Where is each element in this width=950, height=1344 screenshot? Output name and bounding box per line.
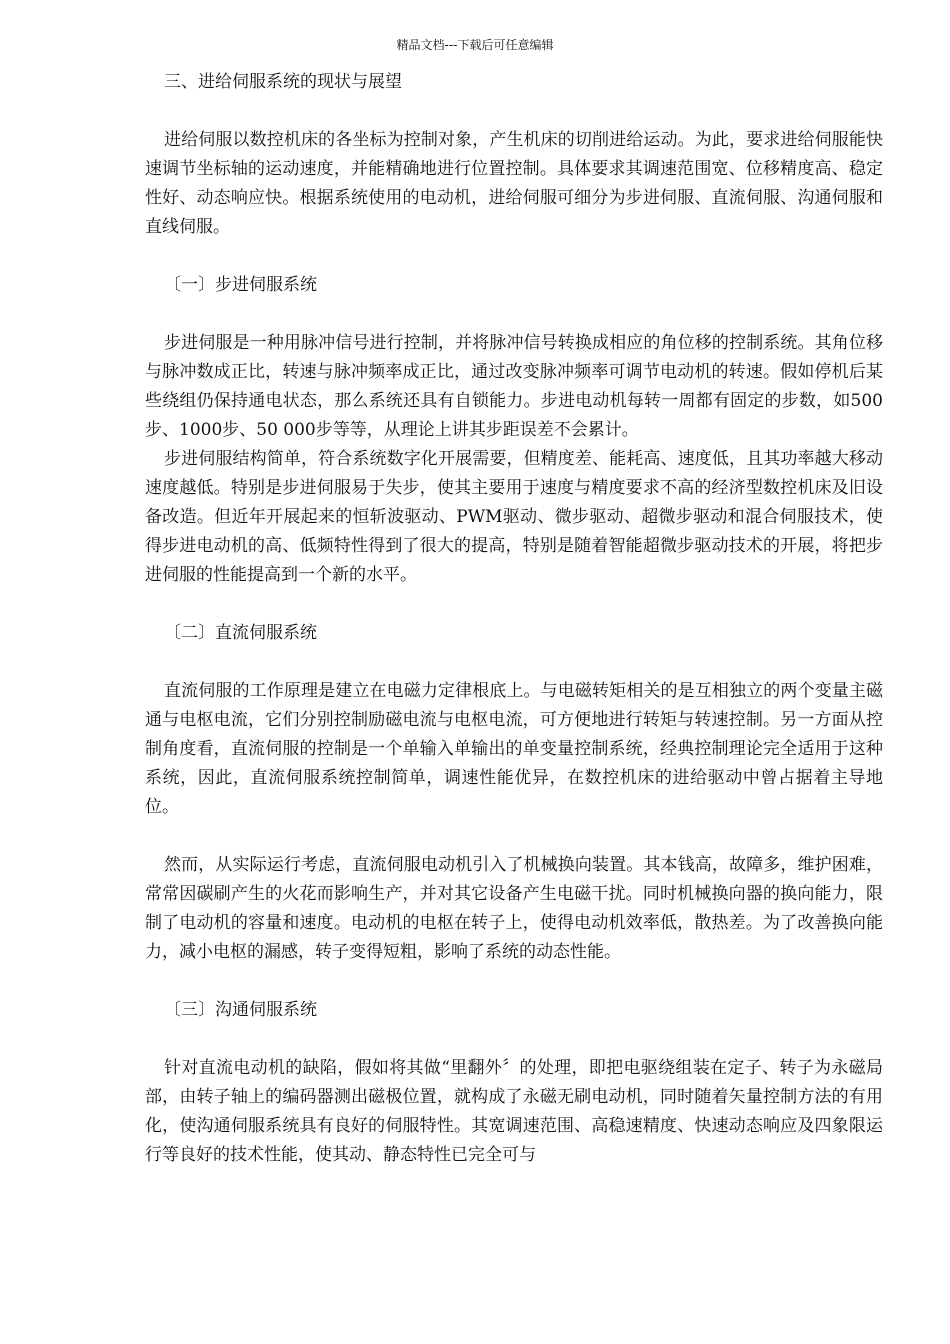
spacer <box>145 97 883 126</box>
ac-paragraph-1: 针对直流电动机的缺陷，假如将其做“里翻外〞的处理，即把电驱绕组装在定子、转子为永磁局部，由转子轴上的编码器测出磁极位置，就构成了永磁无刷电动机，同时随着矢量控制方法的有用化，使沟通伺服系统具有良好的伺服特性。其宽调速范围、高稳速精度、快速动态响应及四象限运行等良好的技术性能，使其动、静态特性已完全可与 <box>145 1058 883 1165</box>
subsection-title-ac: 〔三〕沟通伺服系统 <box>164 1000 317 1020</box>
stepper-paragraph-1: 步进伺服是一种用脉冲信号进行控制，并将脉冲信号转换成相应的角位移的控制系统。其角位移与脉冲数成正比，转速与脉冲频率成正比，通过改变脉冲频率可调节电动机的转速。假如停机后某些绕组仍保持通电状态，那么系统还具有自锁能力。步进电动机每转一周都有固定的步数，如500步、1000步、50 000步等等，从理论上讲其步距误差不会累计。 <box>145 333 883 440</box>
section-title: 三、进给伺服系统的现状与展望 <box>164 72 402 92</box>
document-body <box>145 68 883 1170</box>
intro-paragraph: 进给伺服以数控机床的各坐标为控制对象，产生机床的切削进给运动。为此，要求进给伺服能快速调节坐标轴的运动速度，并能精确地进行位置控制。具体要求其调速范围宽、位移精度高、稳定性好、动态响应快。根据系统使用的电动机，进给伺服可细分为步进伺服、直流伺服、沟通伺服和直线伺服。 <box>145 130 883 237</box>
spacer <box>145 590 883 619</box>
spacer <box>145 1025 883 1054</box>
spacer <box>145 648 883 677</box>
stepper-paragraph-2: 步进伺服结构简单，符合系统数字化开展需要，但精度差、能耗高、速度低，且其功率越大移动速度越低。特别是步进伺服易于失步，使其主要用于速度与精度要求不高的经济型数控机床及旧设备改造。但近年开展起来的恒斩波驱动、PWM驱动、微步驱动、超微步驱动和混合伺服技术，使得步进电动机的高、低频特性得到了很大的提高，特别是随着智能超微步驱动技术的开展，将把步进伺服的性能提高到一个新的水平。 <box>145 449 883 585</box>
spacer <box>145 300 883 329</box>
dc-paragraph-2: 然而，从实际运行考虑，直流伺服电动机引入了机械换向装置。其本钱高，故障多，维护困难，常常因碳刷产生的火花而影响生产，并对其它设备产生电磁干扰。同时机械换向器的换向能力，限制了电动机的容量和速度。电动机的电枢在转子上，使得电动机效率低，散热差。为了改善换向能力，减小电枢的漏感，转子变得短粗，影响了系统的动态性能。 <box>145 855 883 962</box>
subsection-title-stepper: 〔一〕步进伺服系统 <box>164 275 317 295</box>
page-header-note: 精品文档---下载后可任意编辑 <box>396 38 554 52</box>
spacer <box>145 242 883 271</box>
dc-paragraph-1: 直流伺服的工作原理是建立在电磁力定律根底上。与电磁转矩相关的是互相独立的两个变量主磁通与电枢电流，它们分别控制励磁电流与电枢电流，可方便地进行转矩与转速控制。另一方面从控制角度看，直流伺服的控制是一个单输入单输出的单变量控制系统，经典控制理论完全适用于这种系统，因此，直流伺服系统控制简单，调速性能优异，在数控机床的进给驱动中曾占据着主导地位。 <box>145 681 883 817</box>
spacer <box>145 967 883 996</box>
subsection-title-dc: 〔二〕直流伺服系统 <box>164 623 317 643</box>
spacer <box>145 822 883 851</box>
